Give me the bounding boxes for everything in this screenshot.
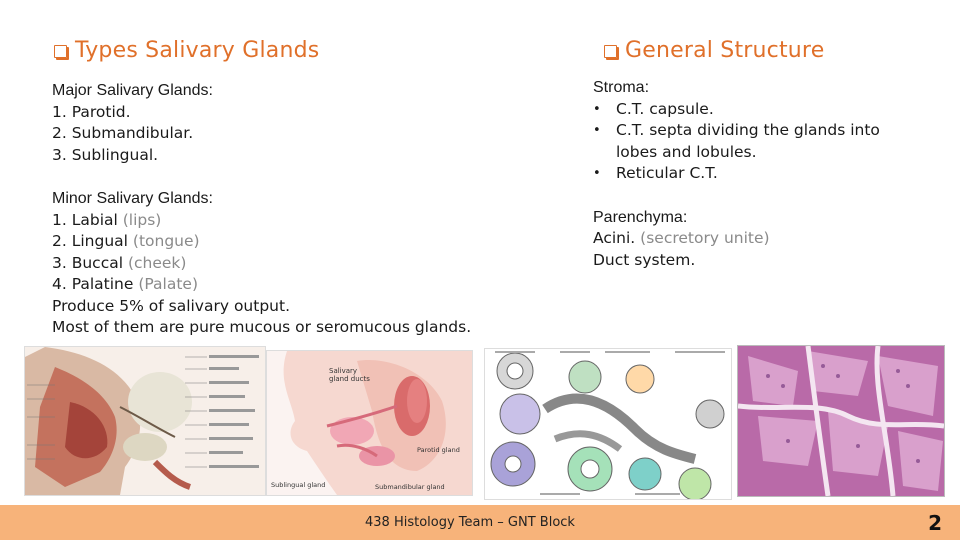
stroma-item: • Reticular C.T.	[593, 163, 923, 185]
minor-item-note: (cheek)	[127, 253, 187, 272]
footer-bar	[0, 505, 960, 540]
minor-item	[52, 253, 572, 275]
minor-glands-title: Minor Salivary Glands:	[52, 190, 213, 207]
mucous-note: Most of them are pure mucous or seromucous glands.	[52, 318, 472, 336]
major-item: 2. Submandibular.	[52, 124, 194, 142]
heading-general-structure	[604, 38, 824, 63]
checkbox-bullet-icon	[604, 45, 617, 58]
major-item: 1. Parotid.	[52, 102, 131, 121]
minor-item-name: 2. Lingual	[52, 232, 133, 250]
heading-text: Types Salivary Glands	[75, 38, 320, 63]
gland-structure-diagram	[484, 348, 732, 500]
heading-types-salivary-glands	[54, 38, 319, 63]
footer-team-text: 438 Histology Team – GNT Block	[365, 515, 575, 530]
minor-item	[52, 210, 572, 232]
minor-item-name: 4. Palatine	[52, 275, 139, 293]
duct-line: Duct system.	[593, 250, 696, 269]
major-item: 3. Sublingual.	[52, 145, 159, 164]
left-column	[52, 80, 572, 339]
stroma-item: • C.T. septa dividing the glands into lobes and lobules.	[593, 120, 923, 163]
label-parotid: Parotid gland	[417, 446, 460, 454]
parenchyma-title: Parenchyma:	[593, 208, 688, 226]
minor-item	[52, 274, 572, 296]
label-gland-ducts: gland ducts	[329, 375, 370, 383]
output-note: Produce 5% of salivary output.	[52, 296, 291, 315]
minor-item-note: (Palate)	[138, 275, 199, 293]
acini-line	[593, 228, 923, 250]
checkbox-bullet-icon	[54, 45, 67, 58]
histology-micrograph	[737, 345, 945, 497]
page-number: 2	[928, 511, 942, 535]
minor-item-name: 3. Buccal	[52, 253, 128, 272]
acini-note: (secretory unite)	[640, 229, 770, 247]
major-glands-title: Major Salivary Glands:	[52, 82, 213, 99]
label-submandibular: Submandibular gland	[375, 483, 445, 491]
minor-item	[52, 231, 572, 253]
heading-text: General Structure	[625, 38, 825, 63]
salivary-glands-face-illustration	[266, 350, 473, 496]
head-anatomy-illustration	[24, 346, 266, 496]
right-column	[593, 77, 923, 271]
stroma-list	[593, 99, 923, 185]
minor-item-note: (lips)	[122, 210, 162, 229]
stroma-title: Stroma:	[593, 79, 650, 96]
stroma-item: • C.T. capsule.	[593, 99, 923, 121]
minor-item-name: 1. Labial	[52, 210, 123, 229]
label-salivary: Salivary	[329, 367, 358, 375]
acini-text: Acini.	[593, 229, 641, 247]
label-sublingual: Sublingual gland	[271, 481, 326, 489]
minor-item-note: (tongue)	[132, 232, 200, 250]
